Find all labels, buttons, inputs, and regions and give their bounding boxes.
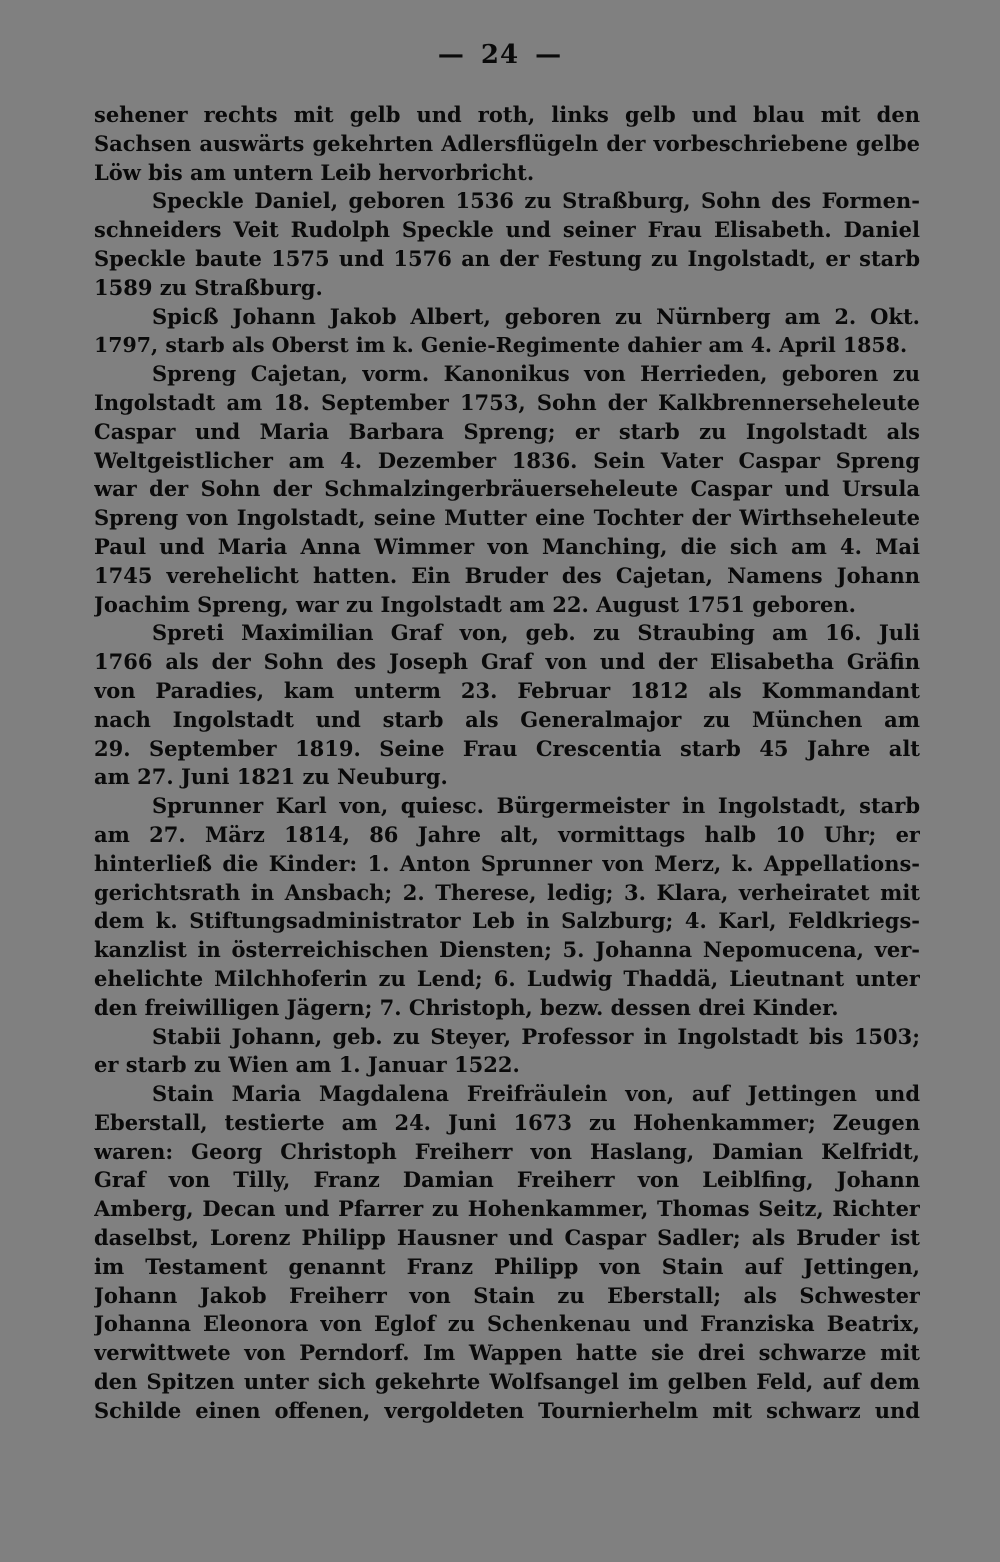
- text-line: er starb zu Wien am 1. Januar 1522.: [94, 1052, 520, 1078]
- text-line: waren: Georg Christoph Freiherr von Haslang, Damian Kelfridt,: [94, 1138, 920, 1164]
- text-line: Spicß Johann Jakob Albert, geboren zu Nürnberg am 2. Okt.: [152, 303, 920, 329]
- page-header: [0, 40, 1000, 70]
- text-line: von Paradies, kam unterm 23. Februar 1812 als Kommandant: [94, 677, 920, 703]
- text-line: Joachim Spreng, war zu Ingolstadt am 22. August 1751 geboren.: [94, 591, 856, 617]
- text-line: den freiwilligen Jägern; 7. Christoph, bezw. dessen drei Kinder.: [94, 994, 839, 1020]
- text-line: Spreti Maximilian Graf von, geb. zu Straubing am 16. Juli: [152, 620, 920, 646]
- text-line: war der Sohn der Schmalzingerbräuerseheleute Caspar und Ursula: [94, 476, 920, 502]
- text-line: Sprunner Karl von, quiesc. Bürgermeister in Ingolstadt, starb: [152, 793, 920, 819]
- text-line: schneiders Veit Rudolph Speckle und seiner Frau Elisabeth. Daniel: [94, 217, 920, 243]
- header-dash-right: —: [535, 40, 563, 70]
- text-line: Stabii Johann, geb. zu Steyer, Professor in Ingolstadt bis 1503;: [152, 1023, 920, 1049]
- text-line: Johann Jakob Freiherr von Stain zu Eberstall; als Schwester: [94, 1282, 920, 1308]
- text-line: sehener rechts mit gelb und roth, links gelb und blau mit den: [94, 102, 920, 127]
- text-line: Johanna Eleonora von Eglof zu Schenkenau und Franziska Beatrix,: [94, 1311, 920, 1337]
- text-line: Weltgeistlicher am 4. Dezember 1836. Sein Vater Caspar Spreng: [94, 447, 920, 473]
- text-line: nach Ingolstadt und starb als Generalmajor zu München am: [94, 706, 920, 732]
- text-line: am 27. Juni 1821 zu Neuburg.: [94, 764, 448, 790]
- text-line: Löw bis am untern Leib hervorbricht.: [94, 159, 535, 185]
- text-line: gerichtsrath in Ansbach; 2. Therese, ledig; 3. Klara, verheiratet mit: [94, 879, 920, 905]
- text-line: Eberstall, testierte am 24. Juni 1673 zu Hohenkammer; Zeugen: [94, 1109, 920, 1135]
- text-line: Amberg, Decan und Pfarrer zu Hohenkammer, Thomas Seitz, Richter: [94, 1196, 920, 1222]
- text-line: im Testament genannt Franz Philipp von Stain auf Jettingen,: [94, 1253, 920, 1279]
- text-line: Graf von Tilly, Franz Damian Freiherr von Leiblfing, Johann: [94, 1167, 920, 1193]
- text-line: Sachsen auswärts gekehrten Adlersflügeln der vorbeschriebene gelbe: [94, 130, 920, 156]
- header-dash-left: —: [437, 40, 465, 70]
- text-line: 1745 verehelicht hatten. Ein Bruder des Cajetan, Namens Johann: [94, 562, 920, 588]
- text-line: Spreng von Ingolstadt, seine Mutter eine Tochter der Wirthseheleute: [94, 505, 920, 531]
- text-line: Spreng Cajetan, vorm. Kanonikus von Herrieden, geboren zu: [152, 361, 920, 387]
- text-line: 1589 zu Straßburg.: [94, 274, 323, 300]
- text-line: 1766 als der Sohn des Joseph Graf von und der Elisabetha Gräfin: [94, 649, 920, 675]
- text-line: Stain Maria Magdalena Freifräulein von, auf Jettingen und: [152, 1081, 920, 1107]
- text-line: hinterließ die Kinder: 1. Anton Sprunner von Merz, k. Appellations-: [94, 850, 920, 876]
- text-line: Caspar und Maria Barbara Spreng; er starb zu Ingolstadt als: [94, 418, 920, 444]
- text-line: Speckle Daniel, geboren 1536 zu Straßburg, Sohn des Formen-: [152, 188, 920, 214]
- text-line: Speckle baute 1575 und 1576 an der Festung zu Ingolstadt, er starb: [94, 245, 920, 271]
- text-line: am 27. März 1814, 86 Jahre alt, vormittags halb 10 Uhr; er: [94, 821, 920, 847]
- text-line: Paul und Maria Anna Wimmer von Manching, die sich am 4. Mai: [94, 533, 920, 559]
- text-line: Ingolstadt am 18. September 1753, Sohn der Kalkbrennerseheleute: [94, 389, 920, 415]
- page-number: 24: [480, 40, 520, 70]
- text-line: Schilde einen offenen, vergoldeten Tournierhelm mit schwarz und: [94, 1397, 920, 1423]
- page-body-text: [94, 101, 920, 1426]
- text-line: daselbst, Lorenz Philipp Hausner und Caspar Sadler; als Bruder ist: [94, 1225, 920, 1251]
- text-line: kanzlist in österreichischen Diensten; 5. Johanna Nepomucena, ver-: [94, 937, 920, 963]
- text-line: 29. September 1819. Seine Frau Crescentia starb 45 Jahre alt: [94, 735, 920, 761]
- text-line: dem k. Stiftungsadministrator Leb in Salzburg; 4. Karl, Feldkriegs-: [94, 908, 920, 934]
- text-line: ehelichte Milchhoferin zu Lend; 6. Ludwig Thaddä, Lieutnant unter: [94, 965, 920, 991]
- text-line: verwittwete von Perndorf. Im Wappen hatte sie drei schwarze mit: [94, 1340, 920, 1366]
- text-line: den Spitzen unter sich gekehrte Wolfsangel im gelben Feld, auf dem: [94, 1369, 920, 1395]
- text-line: 1797, starb als Oberst im k. Genie-Regimente dahier am 4. April 1858.: [94, 333, 908, 358]
